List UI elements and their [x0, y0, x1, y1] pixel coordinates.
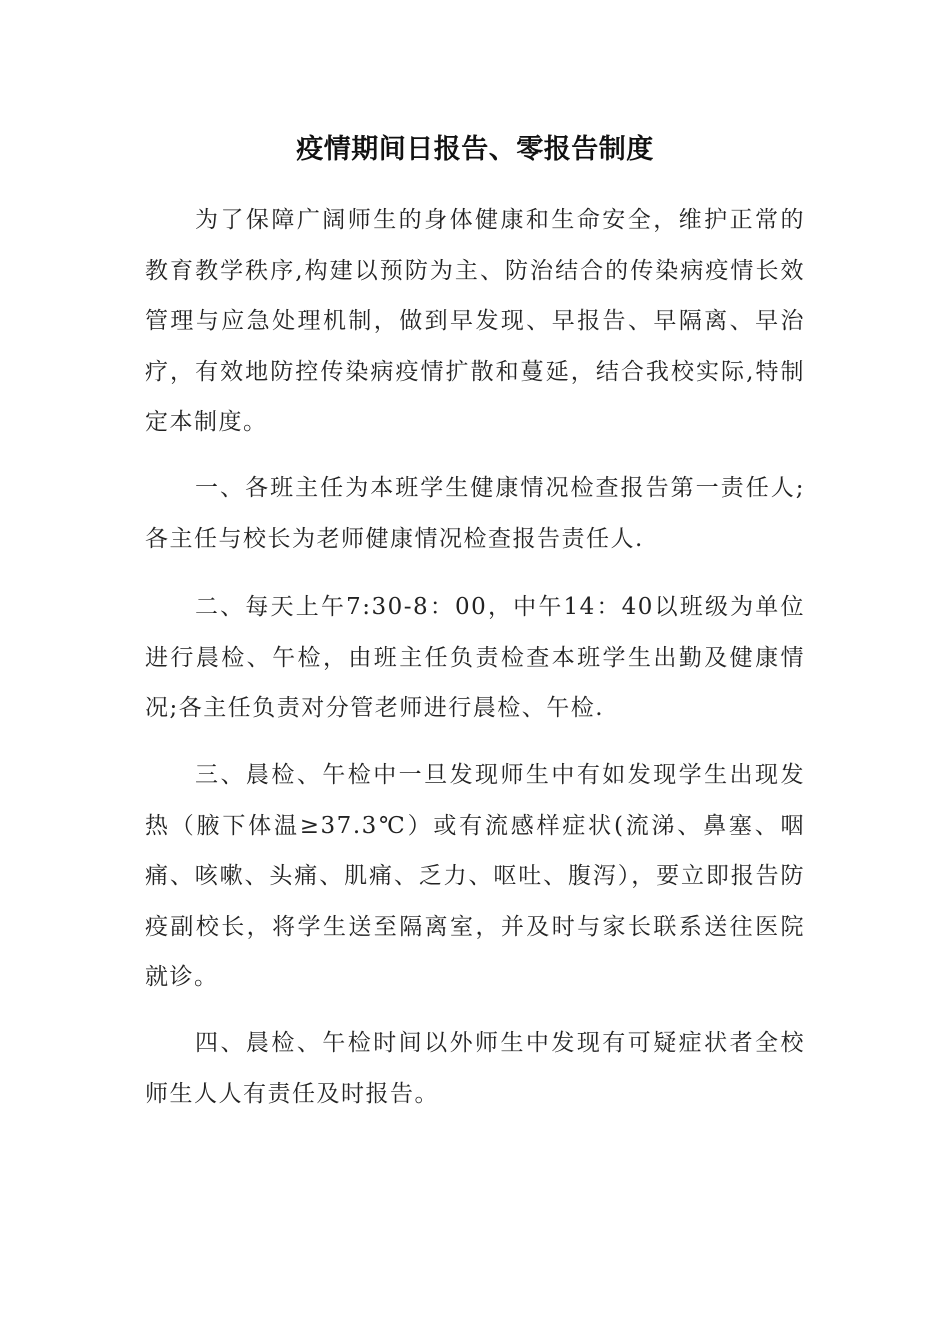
document-title: 疫情期间日报告、零报告制度 [296, 134, 654, 165]
paragraph-item-2: 二、每天上午7:30-8：00，中午14：40以班级为单位进行晨检、午检，由班主任负责检查本班学生出勤及健康情况;各主任负责对分管老师进行晨检、午检. [145, 594, 805, 721]
paragraph-intro: 为了保障广阔师生的身体健康和生命安全，维护正常的教育教学秩序,构建以预防为主、防治结合的传染病疫情长效管理与应急处理机制，做到早发现、早报告、早隔离、早治疗，有效地防控传染病疫情扩散和蔓延，结合我校实际,特制定本制度。 [145, 207, 805, 435]
paragraph-item-1: 一、各班主任为本班学生健康情况检查报告第一责任人;各主任与校长为老师健康情况检查报告责任人. [145, 475, 805, 552]
paragraph-item-3: 三、晨检、午检中一旦发现师生中有如发现学生出现发热（腋下体温≥37.3℃）或有流感样症状(流涕、鼻塞、咽痛、咳嗽、头痛、肌痛、乏力、呕吐、腹泻），要立即报告防疫副校长，将学生送至隔离室，并及时与家长联系送往医院就诊。 [145, 762, 805, 990]
paragraph-item-4: 四、晨检、午检时间以外师生中发现有可疑症状者全校师生人人有责任及时报告。 [145, 1030, 805, 1107]
